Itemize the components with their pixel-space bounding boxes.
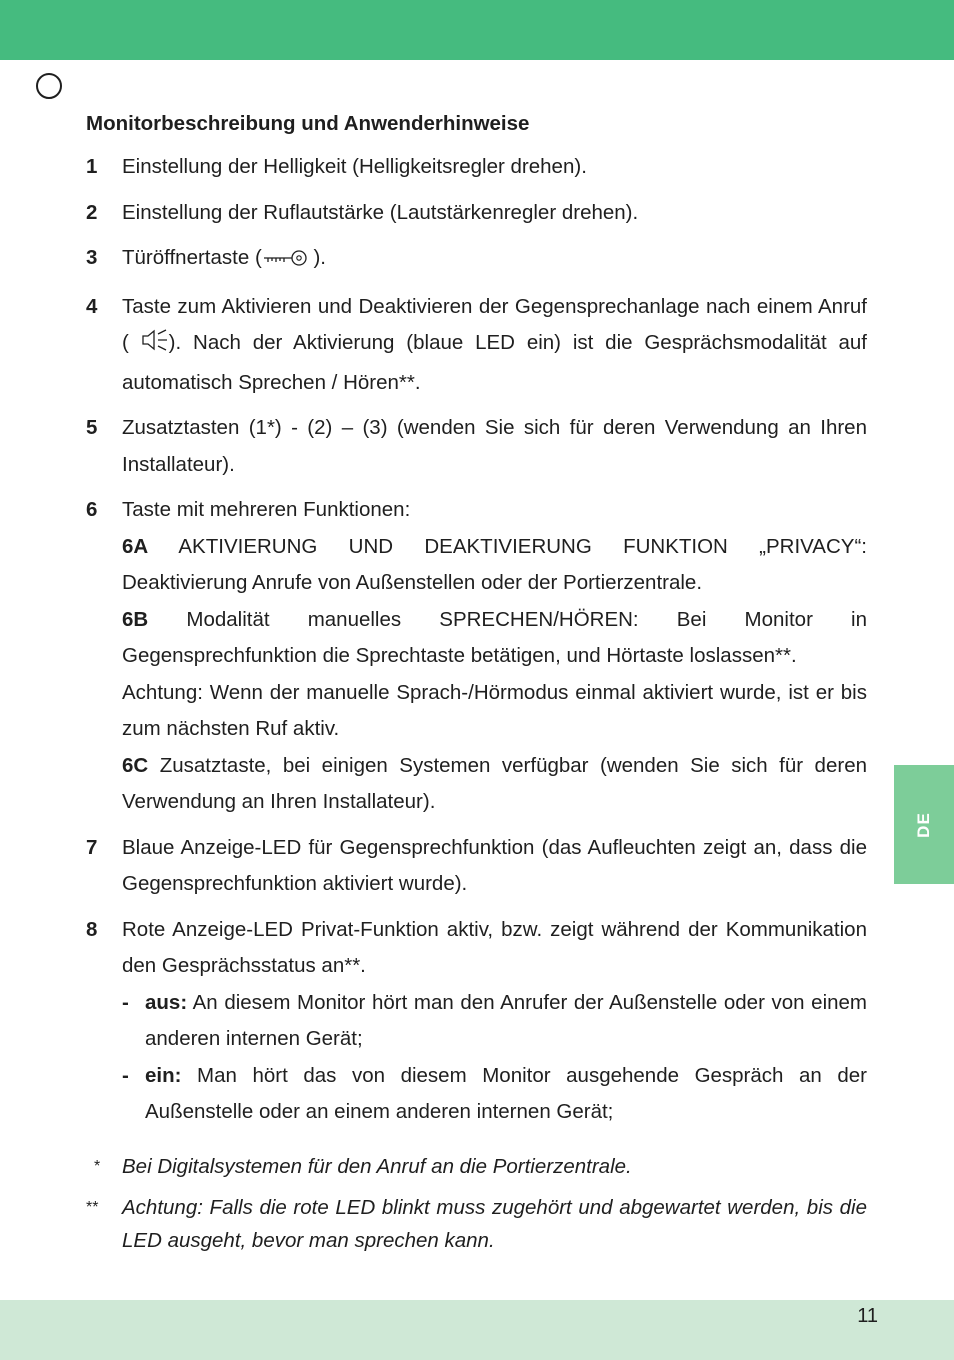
circle-icon (36, 73, 62, 99)
bottom-color-band (0, 1300, 954, 1360)
list-item-2 (86, 195, 867, 232)
language-tab (894, 765, 954, 884)
item-number: 7 (86, 835, 98, 859)
sub-item-6b: 6B Modalität manuelles SPRECHEN/HÖREN: Bei Monitor in Gegensprechfunktion die Sprechtaste betätigen, und Hörtaste loslassen**. (122, 607, 867, 667)
document-body (86, 110, 867, 1140)
top-color-band (0, 0, 954, 60)
list-item-6 (86, 492, 867, 821)
sub-item-label: 6A (122, 534, 149, 558)
item-number: 4 (86, 294, 98, 318)
sub-list (122, 985, 867, 1131)
dash-bullet: - (122, 1063, 129, 1087)
sub-item-6a: 6A AKTIVIERUNG UND DEAKTIVIERUNG FUNKTION „PRIVACY“: Deaktivierung Anrufe von Außenstellen oder der Portierzentrale. (122, 534, 867, 594)
dash-bullet: - (122, 990, 129, 1014)
sub-item-ein: - ein: Man hört das von diesem Monitor ausgehende Gespräch an der Außenstelle oder an einem anderen internen Gerät; (122, 1058, 867, 1131)
item-text: Zusatztasten (1*) - (2) – (3) (wenden Sie sich für deren Verwendung an Ihren Installateur). (122, 416, 867, 476)
item-text: Türöffnertaste ( ). (122, 240, 867, 280)
list-item-1 (86, 149, 867, 186)
item-number: 6 (86, 498, 98, 521)
attention-note: Achtung: Wenn der manuelle Sprach-/Hörmodus einmal aktiviert wurde, ist er bis zum nächsten Ruf aktiv. (122, 680, 867, 740)
footnote-1 (86, 1150, 867, 1183)
list-item-7 (86, 830, 867, 903)
item-text: Taste zum Aktivieren und Deaktivieren der Gegensprechanlage nach einem Anruf ( ). Nach der Aktivierung (blaue LED ein) ist die Gesprächsmodalität auf automatisch Sprechen / Hören**. (122, 294, 868, 394)
page-number: 11 (857, 1305, 878, 1327)
footnote-mark: * (94, 1158, 101, 1175)
footnote-2 (86, 1191, 867, 1257)
sub-item-label: 6C (122, 753, 149, 777)
item-text: Einstellung der Ruflautstärke (Lautstärkenregler drehen). (122, 200, 639, 224)
sub-item-label: 6B (122, 607, 149, 631)
item-text: Blaue Anzeige-LED für Gegensprechfunktion (das Aufleuchten zeigt an, dass die Gegensprechfunktion aktiviert wurde). (122, 835, 867, 895)
item-number: 2 (86, 200, 98, 224)
item-number: 8 (86, 917, 98, 941)
page-heading: Monitorbeschreibung und Anwenderhinweise (86, 112, 530, 135)
list-item-5 (86, 410, 867, 483)
sub-item-6c: 6C Zusatztaste, bei einigen Systemen verfügbar (wenden Sie sich für deren Verwendung an Ihren Installateur). (122, 753, 867, 813)
footnote-text: Achtung: Falls die rote LED blinkt muss zugehört und abgewartet werden, bis die LED ausgeht, bevor man sprechen kann. (122, 1196, 867, 1252)
list-item-3 (86, 240, 867, 280)
speaker-icon (141, 328, 169, 365)
sub-item-aus: - aus: An diesem Monitor hört man den Anrufer der Außenstelle oder von einem anderen internen Gerät; (122, 985, 867, 1058)
item-number: 1 (86, 155, 98, 178)
item-text: Rote Anzeige-LED Privat-Funktion aktiv, bzw. zeigt während der Kommunikation den Gesprächsstatus an**. (122, 917, 867, 977)
footnote-text: Bei Digitalsystemen für den Anruf an die Portierzentrale. (122, 1155, 632, 1178)
language-tab-label: DE (914, 811, 933, 838)
item-text: Einstellung der Helligkeit (Helligkeitsregler drehen). (122, 155, 587, 178)
list-item-4 (86, 289, 867, 402)
list-item-8 (86, 912, 867, 1131)
sub-item-label: aus: (145, 990, 188, 1014)
item-number: 5 (86, 416, 98, 439)
footnotes (86, 1150, 867, 1265)
sub-item-label: ein: (145, 1063, 182, 1087)
footnote-mark: ** (86, 1199, 99, 1216)
item-number: 3 (86, 246, 98, 269)
key-icon (262, 243, 308, 280)
item-text: Taste mit mehreren Funktionen: (122, 498, 411, 521)
